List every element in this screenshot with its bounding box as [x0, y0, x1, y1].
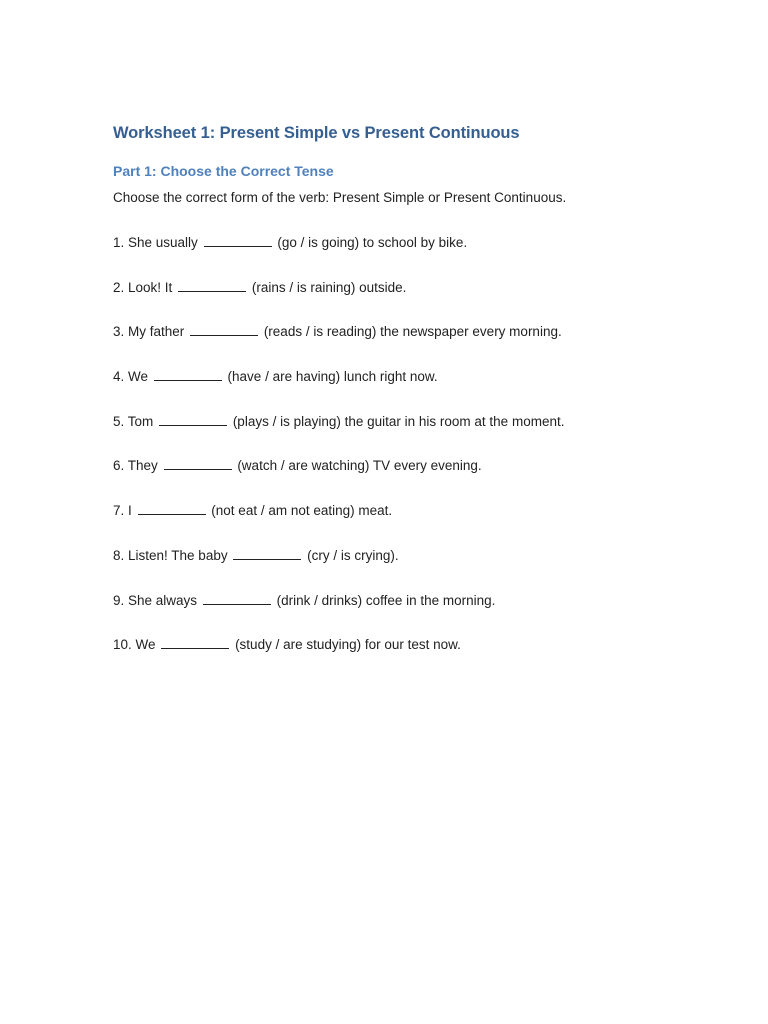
answer-blank[interactable] [138, 502, 206, 515]
question-item [113, 592, 564, 637]
answer-blank[interactable] [164, 457, 232, 470]
answer-blank[interactable] [204, 234, 272, 247]
question-item [113, 636, 564, 681]
question-text-before: 1. She usually [113, 235, 198, 250]
worksheet-title: Worksheet 1: Present Simple vs Present Continuous [113, 124, 520, 142]
answer-blank[interactable] [154, 368, 222, 381]
question-text-before: 9. She always [113, 592, 198, 608]
question-text-before: 5. Tom [113, 413, 154, 429]
question-text-after: (plays / is playing) the guitar in his room at the moment. [232, 413, 565, 429]
question-item [113, 234, 564, 279]
answer-blank[interactable] [159, 413, 227, 426]
question-text-after: (drink / drinks) coffee in the morning. [276, 592, 496, 608]
question-text-before: 4. We [113, 369, 149, 385]
question-text-before: 2. Look! It [113, 279, 173, 295]
question-item [113, 547, 564, 592]
question-text-before: 10. We [113, 637, 156, 653]
question-text-before: 8. Listen! The baby [113, 547, 228, 563]
question-text-before: 3. My father [113, 324, 185, 340]
question-text-after: (not eat / am not eating) meat. [211, 503, 393, 519]
question-text-after: (cry / is crying). [307, 547, 399, 563]
answer-blank[interactable] [203, 592, 271, 605]
question-text-after: (go / is going) to school by bike. [277, 235, 468, 250]
question-text-after: (rains / is raining) outside. [251, 279, 407, 295]
question-text-after: (reads / is reading) the newspaper every morning. [263, 324, 562, 340]
answer-blank[interactable] [190, 323, 258, 336]
question-item [113, 413, 564, 458]
question-text-after: (study / are studying) for our test now. [235, 637, 461, 653]
question-item [113, 502, 564, 547]
question-text-after: (have / are having) lunch right now. [227, 369, 438, 385]
question-item [113, 457, 564, 502]
instructions-text: Choose the correct form of the verb: Present Simple or Present Continuous. [113, 190, 567, 205]
question-text-before: 6. They [113, 458, 158, 474]
question-item [113, 279, 564, 324]
question-text-before: 7. I [113, 503, 132, 519]
answer-blank[interactable] [161, 636, 229, 649]
part-title: Part 1: Choose the Correct Tense [113, 163, 334, 179]
answer-blank[interactable] [233, 547, 301, 560]
question-item [113, 323, 564, 368]
answer-blank[interactable] [178, 279, 246, 292]
question-list [113, 234, 564, 681]
question-text-after: (watch / are watching) TV every evening. [237, 458, 482, 474]
question-item [113, 368, 564, 413]
